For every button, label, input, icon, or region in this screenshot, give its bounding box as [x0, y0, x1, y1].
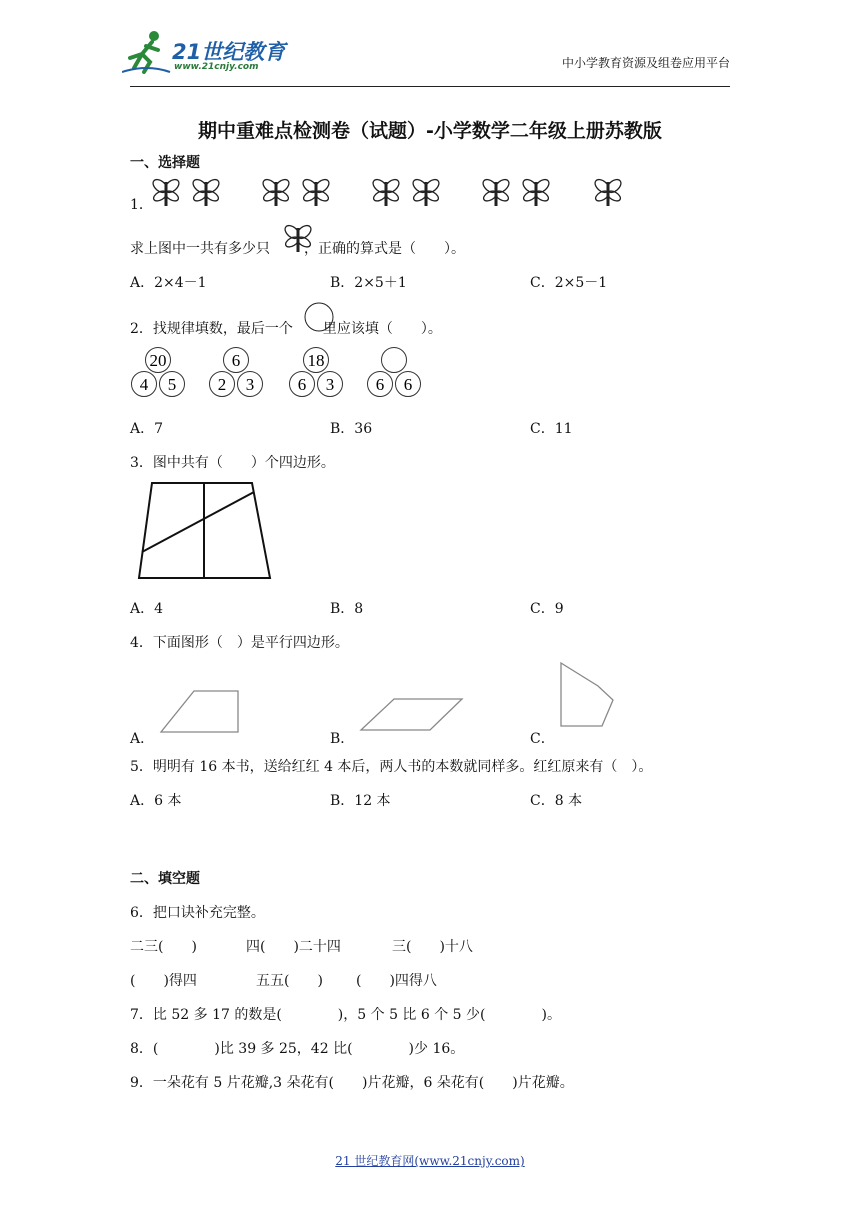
q4-question: 4．下面图形（ ）是平行四边形。 [130, 635, 349, 651]
q5-option-a[interactable]: A．6 本 [130, 793, 182, 809]
number-circle-group [128, 346, 190, 400]
q6-blank-3[interactable]: 三( )十八 [392, 939, 473, 955]
circle-number-left: 4 [139, 375, 149, 394]
q2-option-c[interactable]: C．11 [530, 421, 573, 437]
circle-number-left: 6 [375, 375, 385, 394]
q6-blank-6[interactable]: ( )四得八 [356, 973, 437, 989]
dragonfly-icon [480, 176, 512, 208]
q2-text-after: 里应该填（ ）。 [322, 321, 442, 337]
circle-number-right: 3 [325, 375, 335, 394]
q8-question: 8．( )比 39 多 25，42 比( )少 16。 [130, 1041, 465, 1057]
circle-number-top: 6 [231, 351, 241, 370]
header-divider [130, 86, 730, 87]
q3-option-c[interactable]: C．9 [530, 601, 564, 617]
circle-number-left: 6 [297, 375, 307, 394]
q5-question: 5．明明有 16 本书，送给红红 4 本后，两人书的本数就同样多。红红原来有（ ）。 [130, 759, 653, 775]
q2-text-before: 2．找规律填数，最后一个 [130, 321, 293, 337]
dragonfly-icon [410, 176, 442, 208]
circle-number-top: 20 [149, 351, 167, 370]
number-circle-group [286, 346, 348, 400]
runner-logo-icon [122, 28, 172, 76]
parallelogram-shape-b [358, 696, 466, 734]
number-circle-group [364, 346, 426, 400]
dragonfly-icon [260, 176, 292, 208]
circle-number-right: 6 [403, 375, 413, 394]
q3-question: 3．图中共有（ ）个四边形。 [130, 455, 335, 471]
q5-option-c[interactable]: C．8 本 [530, 793, 583, 809]
q1-option-a[interactable]: A．2×4－1 [130, 275, 207, 291]
q1-option-b[interactable]: B．2×5＋1 [330, 275, 407, 291]
q6-question: 6．把口诀补充完整。 [130, 905, 265, 921]
circle-number-top: 18 [307, 351, 325, 370]
pentagon-shape-c [558, 660, 618, 730]
q4-option-b[interactable]: B． [330, 731, 355, 747]
q1-text-before: 求上图中一共有多少只 [130, 241, 270, 257]
circle-number-left: 2 [217, 375, 227, 394]
section-heading-fill: 二、填空题 [130, 871, 200, 887]
q4-option-a[interactable]: A． [130, 731, 155, 747]
dragonfly-icon [592, 176, 624, 208]
q7-question: 7．比 52 多 17 的数是( )，5 个 5 比 6 个 5 少( )。 [130, 1007, 561, 1023]
dragonfly-icon [300, 176, 332, 208]
q4-option-c[interactable]: C． [530, 731, 555, 747]
q6-blank-4[interactable]: ( )得四 [130, 973, 197, 989]
dragonfly-icon [370, 176, 402, 208]
q3-option-a[interactable]: A．4 [130, 601, 164, 617]
page-title: 期中重难点检测卷（试题）-小学数学二年级上册苏教版 [198, 120, 662, 142]
q2-question [130, 318, 442, 338]
q2-option-a[interactable]: A．7 [130, 421, 164, 437]
q6-blank-1[interactable]: 二三( ) [130, 939, 197, 955]
logo-url: www.21cnjy.com [174, 62, 259, 72]
circle-number-right: 5 [167, 375, 177, 394]
q9-question: 9．一朵花有 5 片花瓣,3 朵花有( )片花瓣，6 朵花有( )片花瓣。 [130, 1075, 574, 1091]
dragonfly-icon [150, 176, 182, 208]
q1-number: 1． [130, 197, 153, 213]
blank-circle-icon [302, 302, 336, 332]
platform-tagline: 中小学教育资源及组卷应用平台 [561, 56, 730, 70]
logo-text: 21世纪教育 [172, 40, 286, 64]
section-heading-choice: 一、选择题 [130, 155, 200, 171]
dragonfly-icon [282, 222, 314, 254]
q1-option-c[interactable]: C．2×5－1 [530, 275, 608, 291]
q2-option-b[interactable]: B．36 [330, 421, 373, 437]
trapezoid-shape-a [158, 688, 242, 736]
footer-link[interactable]: 21 世纪教育网(www.21cnjy.com) [335, 1154, 525, 1168]
circle-number-right: 3 [245, 375, 255, 394]
number-circle-group [206, 346, 268, 400]
q1-text-after: ，正确的算式是（ ）。 [304, 241, 465, 257]
q3-option-b[interactable]: B．8 [330, 601, 364, 617]
q5-option-b[interactable]: B．12 本 [330, 793, 391, 809]
dragonfly-icon [190, 176, 222, 208]
trapezoid-figure [132, 478, 278, 584]
dragonfly-icon [520, 176, 552, 208]
q6-blank-2[interactable]: 四( )二十四 [246, 939, 341, 955]
q6-blank-5[interactable]: 五五( ) [256, 973, 323, 989]
